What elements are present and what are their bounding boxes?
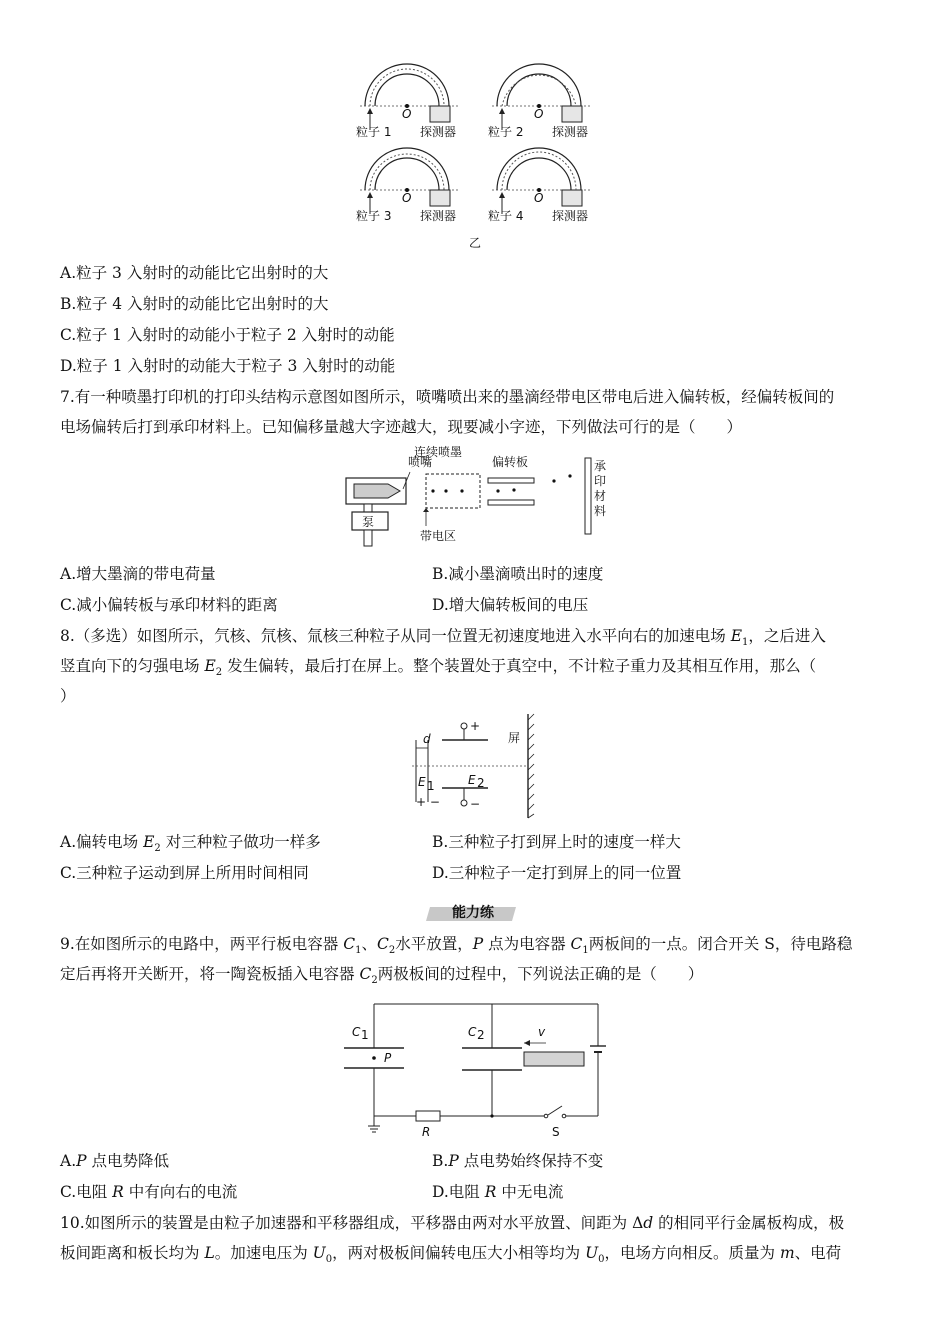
q8-stem-line2: 竖直向下的匀强电场 $E_2$ 发生偏转，最后打在屏上。整个装置处于真空中，不计粒子重力及其相互作用，那么（ xyxy=(60,657,817,679)
svg-text:E: E xyxy=(418,775,426,789)
q8-option-a[interactable]: A.偏转电场 $E_2$ 对三种粒子做功一样多 xyxy=(60,833,321,855)
svg-text:C: C xyxy=(468,1025,477,1039)
q8-stem-line3: ） xyxy=(60,687,76,705)
q9-option-b[interactable]: B.P 点电势始终保持不变 xyxy=(432,1152,604,1170)
svg-text:2: 2 xyxy=(477,1028,485,1042)
q6-option-c[interactable]: C.粒子 1 入射时的动能小于粒子 2 入射时的动能 xyxy=(60,326,395,344)
svg-text:探测器: 探测器 xyxy=(420,125,457,139)
q7-option-b[interactable]: B.减小墨滴喷出时的速度 xyxy=(432,565,604,583)
q7-option-c[interactable]: C.减小偏转板与承印材料的距离 xyxy=(60,596,278,614)
q8-option-b[interactable]: B.三种粒子打到屏上时的速度一样大 xyxy=(432,833,681,851)
svg-text:+: + xyxy=(470,719,481,733)
svg-text:连续喷墨: 连续喷墨 xyxy=(414,445,463,459)
svg-text:C: C xyxy=(352,1025,361,1039)
q9-option-a[interactable]: A.P 点电势降低 xyxy=(60,1152,169,1170)
q6-option-b[interactable]: B.粒子 4 入射时的动能比它出射时的大 xyxy=(60,295,329,313)
svg-text:R: R xyxy=(422,1125,431,1139)
svg-text:屏: 屏 xyxy=(508,731,521,745)
q7-stem-line1: 7.有一种喷墨打印机的打印头结构示意图如图所示，喷嘴喷出来的墨滴经带电区带电后进入偏转板，经偏转板间的 xyxy=(60,388,835,406)
q8-option-d[interactable]: D.三种粒子一定打到屏上的同一位置 xyxy=(432,864,682,882)
q7-option-a[interactable]: A.增大墨滴的带电荷量 xyxy=(60,565,216,583)
diagram-particle-2 xyxy=(488,64,590,139)
q8-option-c[interactable]: C.三种粒子运动到屏上所用时间相同 xyxy=(60,864,309,882)
figure-accelerator xyxy=(404,710,544,822)
svg-text:探测器: 探测器 xyxy=(552,209,589,223)
svg-text:E: E xyxy=(468,773,476,787)
svg-text:1: 1 xyxy=(427,779,435,793)
material-label: 承印材料 xyxy=(594,459,607,518)
q9-stem-line1: 9.在如图所示的电路中，两平行板电容器 $C_1$、$C_2$水平放置，P 点为电容器 $C_1$两板间的一点。闭合开关 S，待电路稳 xyxy=(60,935,853,957)
svg-text:v: v xyxy=(538,1025,546,1039)
svg-text:O: O xyxy=(402,191,412,205)
q9-option-d[interactable]: D.电阻 R 中无电流 xyxy=(432,1183,564,1201)
q6-option-a[interactable]: A.粒子 3 入射时的动能比它出射时的大 xyxy=(60,264,329,282)
svg-text:探测器: 探测器 xyxy=(552,125,589,139)
svg-text:1: 1 xyxy=(361,1028,369,1042)
svg-text:喷嘴: 喷嘴 xyxy=(408,455,433,469)
svg-text:O: O xyxy=(402,107,412,121)
section-title: 能力练 xyxy=(452,905,494,921)
svg-text:偏转板: 偏转板 xyxy=(492,455,529,469)
diagram-particle-1 xyxy=(356,64,458,139)
q10-stem-line1: 10.如图所示的装置是由粒子加速器和平移器组成，平移器由两对水平放置、间距为 Δd 的相同平行金属板构成，极 xyxy=(60,1214,845,1232)
svg-text:−: − xyxy=(470,797,481,811)
svg-text:粒子 1: 粒子 1 xyxy=(356,125,392,139)
q6-option-d[interactable]: D.粒子 1 入射时的动能大于粒子 3 入射时的动能 xyxy=(60,357,396,375)
figure-yi xyxy=(340,58,610,250)
svg-text:2: 2 xyxy=(477,776,485,790)
figure-inkjet xyxy=(340,442,620,548)
q9-stem-line2: 定后再将开关断开，将一陶瓷板插入电容器 $C_2$两极板间的过程中，下列说法正确的是（ ） xyxy=(60,965,704,987)
svg-text:+ −: + − xyxy=(416,795,440,809)
diagram-particle-4 xyxy=(488,148,590,223)
svg-text:粒子 2: 粒子 2 xyxy=(488,125,524,139)
q7-option-d[interactable]: D.增大偏转板间的电压 xyxy=(432,596,589,614)
q7-stem-line2: 电场偏转后打到承印材料上。已知偏移量越大字迹越大，现要减小字迹，下列做法可行的是（ ） xyxy=(60,418,743,436)
svg-text:P: P xyxy=(384,1051,392,1065)
svg-text:S: S xyxy=(552,1125,560,1139)
svg-text:带电区: 带电区 xyxy=(420,529,457,543)
figure-circuit xyxy=(334,996,616,1142)
svg-text:O: O xyxy=(534,107,544,121)
q10-stem-line2: 板间距离和板长均为 L。加速电压为 $U_0$，两对极板间偏转电压大小相等均为 $U_0$，电场方向相反。质量为 m、电荷 xyxy=(60,1244,842,1266)
svg-text:探测器: 探测器 xyxy=(420,209,457,223)
diagram-particle-3 xyxy=(356,148,458,223)
q9-option-c[interactable]: C.电阻 R 中有向右的电流 xyxy=(60,1183,238,1201)
svg-text:泵: 泵 xyxy=(362,515,375,529)
svg-text:d: d xyxy=(423,732,431,746)
svg-text:粒子 3: 粒子 3 xyxy=(356,209,392,223)
svg-text:粒子 4: 粒子 4 xyxy=(488,209,524,223)
figure-caption: 乙 xyxy=(469,236,482,250)
svg-text:O: O xyxy=(534,191,544,205)
q8-stem-line1: 8.（多选）如图所示，氕核、氘核、氚核三种粒子从同一位置无初速度地进入水平向右的加速电场 $E_1$，之后进入 xyxy=(60,627,826,649)
